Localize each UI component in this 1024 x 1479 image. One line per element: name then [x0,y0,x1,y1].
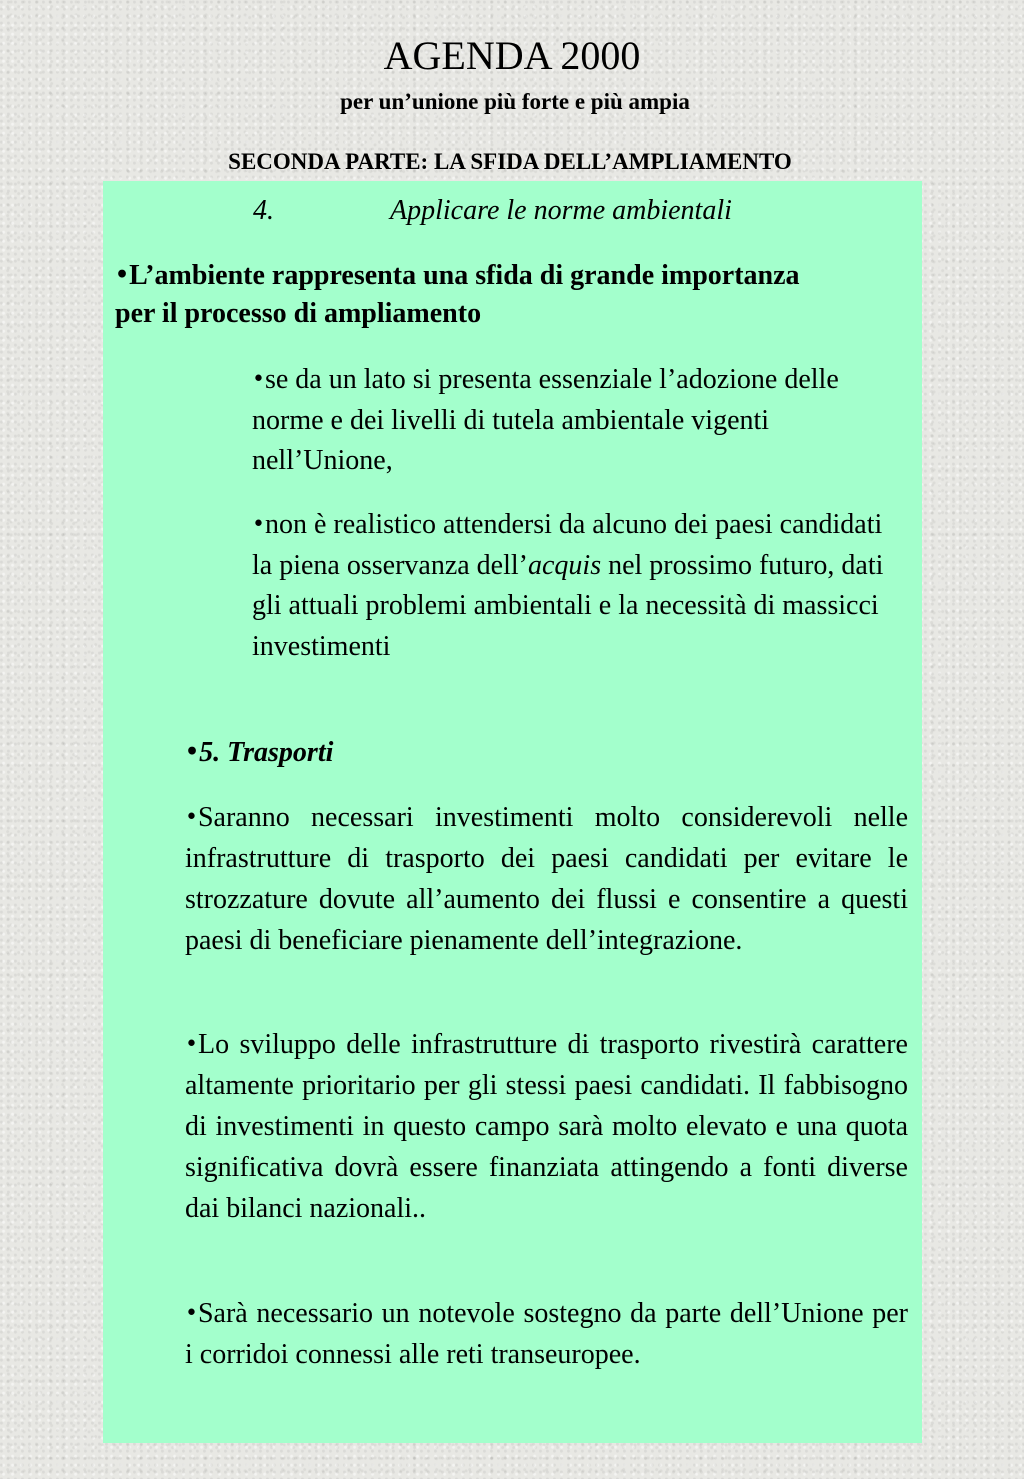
paragraph-text: Saranno necessari investimenti molto considerevoli nelle infrastrutture di trasporto dei paesi candidati per evitare le strozzature dovute all’aumento dei flussi e consentire a questi paesi di beneficiare pienamente dell’integrazione. [185,802,908,956]
bullet-icon: • [252,367,265,392]
bullet-icon: • [252,512,265,537]
section-4-number: 4. [253,195,274,226]
paragraph-text: Lo sviluppo delle infrastrutture di trasporto rivestirà carattere altamente prioritario per gli stessi paesi candidati. Il fabbisogno di investimenti in questo campo sarà molto elevato e una quota significativa dovrà essere finanziata attingendo a fonti diverse dai bilanci nazionali.. [185,1029,908,1224]
section-4-subpoint [252,505,902,667]
section-4-heading [253,193,732,229]
bullet-icon: • [185,739,200,765]
bullet-icon: • [115,262,130,288]
bullet-icon: • [185,1301,198,1326]
part-title: SECONDA PARTE: LA SFIDA DELL’AMPLIAMENTO [228,149,792,174]
subpoint-text: non è realistico attendersi da alcuno dei paesi candidati la piena osservanza dell’ [252,509,883,581]
subpoint-text-cont: nel prossimo futuro, dati gli attuali problemi ambientali e la necessità di massicci investimenti [252,549,884,662]
paragraph-text: Sarà necessario un notevole sostegno da parte dell’Unione per i corridoi connessi alle reti transeuropee. [185,1298,908,1370]
bullet-icon: • [185,805,198,830]
section-5-heading [185,733,333,772]
acquis-term: acquis [527,549,602,581]
section-4-subpoint [252,360,902,482]
lead-text: L’ambiente rappresenta una sfida di grande importanza per il processo di ampliamento [115,260,800,329]
section-5-paragraph [185,1293,908,1375]
bullet-icon: • [185,1032,198,1057]
page-subtitle: per un’unione più forte e più ampia [340,89,690,114]
subpoint-text: se da un lato si presenta essenziale l’adozione delle norme e dei livelli di tutela ambientale vigenti nell’Unione, [252,364,839,476]
section-4-title: Applicare le norme ambientali [390,195,732,226]
page-title: AGENDA 2000 [383,33,641,78]
section-5-title: 5. Trasporti [199,737,334,768]
section-4-lead [115,256,815,333]
section-5-paragraph [185,1024,908,1229]
section-5-paragraph [185,797,908,961]
